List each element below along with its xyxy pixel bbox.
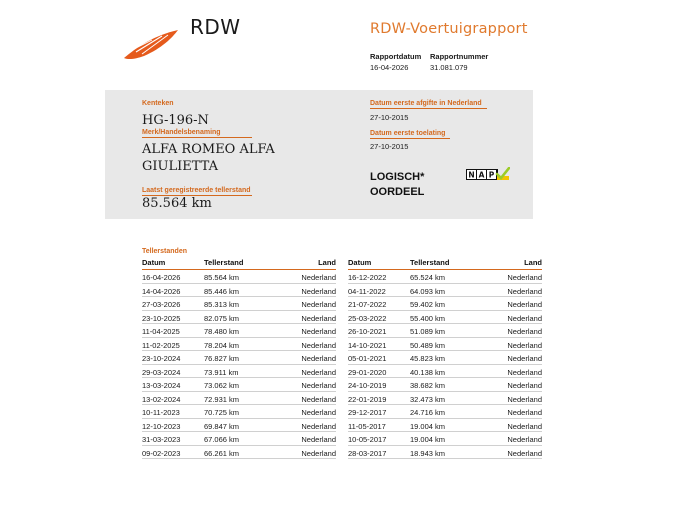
readings-table-left — [142, 258, 336, 459]
cell-km: 55.400 km — [410, 313, 446, 323]
make-label: Merk/Handelsbenaming — [142, 129, 252, 138]
cell-km: 82.075 km — [204, 313, 240, 323]
report-number: 31.081.079 — [430, 63, 468, 72]
report-number-label: Rapportnummer — [430, 52, 489, 61]
cell-land: Nederland — [507, 354, 542, 363]
cell-km: 67.066 km — [204, 435, 240, 444]
cell-km: 73.911 km — [204, 367, 239, 377]
cell-date: 23-10-2024 — [142, 354, 181, 363]
table-row — [142, 446, 336, 460]
cell-land: Nederland — [507, 408, 542, 417]
nap-logo — [466, 167, 510, 183]
readings-table-right — [348, 258, 542, 459]
table-row — [348, 419, 542, 433]
col-date: Datum — [142, 258, 166, 267]
cell-land: Nederland — [301, 340, 336, 350]
cell-land: Nederland — [507, 421, 542, 431]
cell-land: Nederland — [507, 367, 542, 377]
first-admission-value: 27-10-2015 — [370, 142, 409, 151]
odometer-value: 85.564 km — [142, 196, 212, 211]
cell-land: Nederland — [507, 381, 542, 390]
cell-date: 22-01-2019 — [348, 394, 387, 404]
cell-km: 19.004 km — [410, 421, 446, 431]
verdict-line2: OORDEEL — [370, 186, 425, 198]
cell-date: 13-02-2024 — [142, 394, 181, 404]
table-row — [142, 419, 336, 433]
cell-date: 09-02-2023 — [142, 448, 181, 458]
table-row — [142, 432, 336, 446]
rdw-logo-icon — [122, 28, 180, 62]
cell-land: Nederland — [301, 313, 336, 323]
cell-date: 29-03-2024 — [142, 367, 181, 377]
cell-km: 66.261 km — [204, 448, 240, 458]
cell-km: 85.446 km — [204, 286, 240, 296]
first-admission-label: Datum eerste toelating — [370, 130, 450, 139]
cell-land: Nederland — [507, 448, 542, 458]
cell-date: 23-10-2025 — [142, 313, 181, 323]
plate-value: HG-196-N — [142, 113, 209, 128]
cell-land: Nederland — [301, 354, 336, 363]
table-row — [348, 324, 542, 338]
table-row — [348, 392, 542, 406]
table-row — [142, 270, 336, 284]
cell-date: 31-03-2023 — [142, 435, 181, 444]
cell-km: 78.480 km — [204, 327, 240, 336]
table-row — [142, 297, 336, 311]
make-line2: GIULIETTA — [142, 159, 218, 174]
table-row — [142, 378, 336, 392]
table-row — [348, 311, 542, 325]
table-row — [348, 432, 542, 446]
nap-logo-letter-a: A — [478, 170, 485, 180]
table-row — [142, 365, 336, 379]
nap-logo-letter-n: N — [468, 170, 475, 180]
first-issue-nl-label: Datum eerste afgifte in Nederland — [370, 100, 487, 109]
cell-date: 10-11-2023 — [142, 408, 180, 417]
cell-land: Nederland — [301, 394, 336, 404]
cell-km: 32.473 km — [410, 394, 446, 404]
odometer-label: Laatst geregistreerde tellerstand — [142, 187, 251, 194]
table-row — [142, 392, 336, 406]
table-row — [348, 270, 542, 284]
cell-land: Nederland — [507, 435, 542, 444]
brand-name: RDW — [190, 15, 241, 39]
cell-km: 50.489 km — [410, 340, 446, 350]
cell-land: Nederland — [301, 448, 336, 458]
cell-land: Nederland — [301, 381, 336, 390]
readings-title: Tellerstanden — [142, 248, 187, 255]
cell-land: Nederland — [507, 300, 542, 309]
table-row — [142, 351, 336, 365]
cell-land: Nederland — [301, 367, 336, 377]
table-row — [142, 405, 336, 419]
cell-land: Nederland — [301, 327, 336, 336]
report-title: RDW-Voertuigrapport — [370, 21, 528, 37]
cell-date: 16-04-2026 — [142, 273, 181, 282]
plate-label: Kenteken — [142, 100, 174, 107]
cell-km: 78.204 km — [204, 340, 240, 350]
cell-date: 29-12-2017 — [348, 408, 387, 417]
cell-land: Nederland — [507, 327, 542, 336]
cell-date: 05-01-2021 — [348, 354, 387, 363]
cell-land: Nederland — [301, 435, 336, 444]
cell-km: 85.313 km — [204, 300, 240, 309]
cell-land: Nederland — [301, 286, 336, 296]
cell-date: 13-03-2024 — [142, 381, 181, 390]
nap-logo-letter-p: P — [488, 170, 495, 180]
table-header — [142, 258, 336, 270]
cell-date: 11-05-2017 — [348, 421, 386, 431]
table-row — [348, 338, 542, 352]
cell-km: 64.093 km — [410, 286, 446, 296]
cell-date: 24-10-2019 — [348, 381, 387, 390]
cell-land: Nederland — [301, 421, 336, 431]
col-km: Tellerstand — [410, 258, 450, 267]
cell-date: 11-02-2025 — [142, 340, 180, 350]
cell-date: 28-03-2017 — [348, 448, 387, 458]
cell-land: Nederland — [301, 273, 336, 282]
cell-km: 24.716 km — [410, 408, 446, 417]
table-row — [348, 405, 542, 419]
cell-date: 12-10-2023 — [142, 421, 181, 431]
cell-km: 65.524 km — [410, 273, 446, 282]
table-row — [142, 284, 336, 298]
cell-date: 25-03-2022 — [348, 313, 387, 323]
cell-km: 69.847 km — [204, 421, 240, 431]
table-row — [348, 351, 542, 365]
cell-km: 73.062 km — [204, 381, 240, 390]
cell-km: 18.943 km — [410, 448, 446, 458]
cell-date: 14-10-2021 — [348, 340, 387, 350]
cell-land: Nederland — [507, 286, 542, 296]
table-row — [348, 365, 542, 379]
table-row — [348, 297, 542, 311]
make-line1: ALFA ROMEO ALFA — [142, 142, 275, 157]
cell-date: 26-10-2021 — [348, 327, 387, 336]
report-date-label: Rapportdatum — [370, 52, 422, 61]
table-header — [348, 258, 542, 270]
cell-km: 59.402 km — [410, 300, 446, 309]
cell-date: 14-04-2026 — [142, 286, 181, 296]
cell-date: 11-04-2025 — [142, 327, 180, 336]
col-km: Tellerstand — [204, 258, 244, 267]
table-row — [142, 338, 336, 352]
cell-land: Nederland — [507, 273, 542, 282]
table-row — [142, 311, 336, 325]
cell-land: Nederland — [507, 340, 542, 350]
cell-km: 38.682 km — [410, 381, 446, 390]
cell-date: 27-03-2026 — [142, 300, 181, 309]
cell-date: 04-11-2022 — [348, 286, 386, 296]
cell-land: Nederland — [301, 408, 336, 417]
cell-km: 70.725 km — [204, 408, 240, 417]
cell-date: 21-07-2022 — [348, 300, 387, 309]
cell-land: Nederland — [301, 300, 336, 309]
col-land: Land — [524, 258, 542, 267]
cell-km: 19.004 km — [410, 435, 446, 444]
table-row — [348, 446, 542, 460]
cell-km: 85.564 km — [204, 273, 240, 282]
cell-date: 29-01-2020 — [348, 367, 387, 377]
col-date: Datum — [348, 258, 372, 267]
cell-land: Nederland — [507, 313, 542, 323]
table-row — [348, 378, 542, 392]
cell-date: 16-12-2022 — [348, 273, 387, 282]
cell-km: 40.138 km — [410, 367, 446, 377]
cell-km: 72.931 km — [204, 394, 240, 404]
cell-km: 45.823 km — [410, 354, 446, 363]
cell-km: 76.827 km — [204, 354, 240, 363]
first-issue-nl-value: 27-10-2015 — [370, 113, 409, 122]
table-row — [348, 284, 542, 298]
report-date: 16-04-2026 — [370, 63, 409, 72]
table-row — [142, 324, 336, 338]
cell-date: 10-05-2017 — [348, 435, 387, 444]
cell-land: Nederland — [507, 394, 542, 404]
col-land: Land — [318, 258, 336, 267]
cell-km: 51.089 km — [410, 327, 446, 336]
verdict-line1: LOGISCH* — [370, 171, 425, 183]
